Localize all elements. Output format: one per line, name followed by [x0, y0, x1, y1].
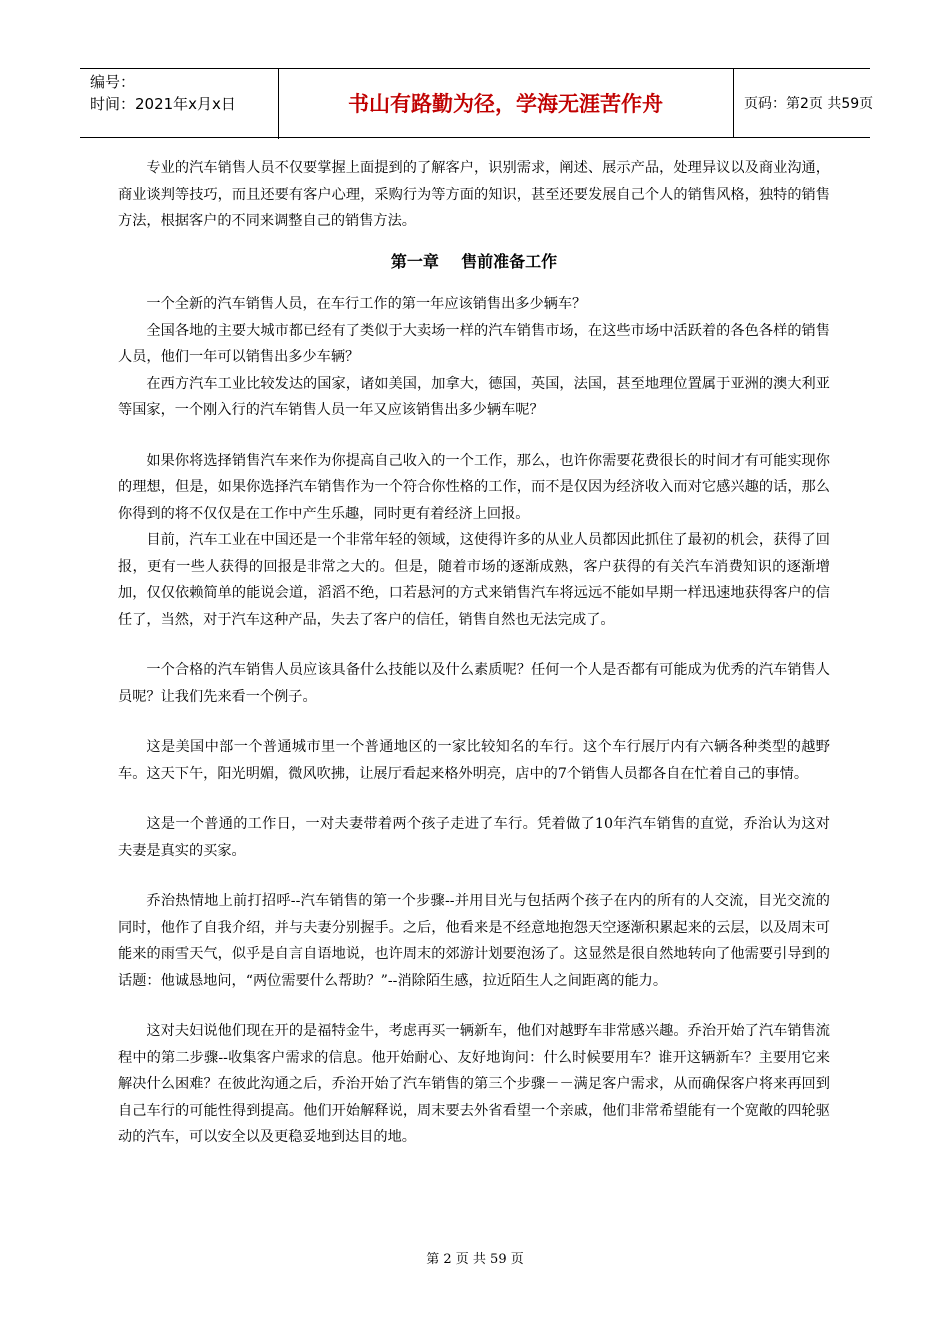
document-number-label: 编号： — [90, 73, 136, 91]
paragraph: 目前，汽车工业在中国还是一个非常年轻的领域，这使得许多的从业人员都因此抓住了最初的机会，获得了回报，更有一些人获得的回报是非常之大的。但是，随着市场的逐渐成熟，客户获得的有关汽车消费知识的逐渐增加，仅仅依赖简单的能说会道，滔滔不绝，口若悬河的方式来销售汽车将远远不能如早期一样迅速地获得客户的信任了，当然，对于汽车这种产品，失去了客户的信任，销售自然也无法完成了。 — [118, 532, 830, 628]
paragraph: 在西方汽车工业比较发达的国家，诸如美国，加拿大，德国，英国，法国，甚至地理位置属于亚洲的澳大利亚等国家，一个刚入行的汽车销售人员一年又应该销售出多少辆车呢？ — [118, 375, 830, 418]
document-time-label: 时间：2021年x月x日 — [90, 95, 236, 113]
paragraph: 这是美国中部一个普通城市里一个普通地区的一家比较知名的车行。这个车行展厅内有六辆各种类型的越野车。这天下午，阳光明媚，微风吹拂，让展厅看起来格外明亮，店中的7个销售人员都各自在忙着自己的事情。 — [118, 739, 830, 782]
paragraph: 全国各地的主要大城市都已经有了类似于大卖场一样的汽车销售市场，在这些市场中活跃着的各色各样的销售人员，他们一年可以销售出多少车辆？ — [118, 322, 830, 365]
header-meta — [80, 69, 279, 139]
chapter-title: 第一章 售前准备工作 — [390, 251, 558, 271]
document-body — [118, 155, 830, 1151]
intro-paragraph: 专业的汽车销售人员不仅要掌握上面提到的了解客户，识别需求，阐述、展示产品，处理异议以及商业沟通，商业谈判等技巧，而且还要有客户心理，采购行为等方面的知识，甚至还要发展自己个人的销售风格，独特的销售方法，根据客户的不同来调整自己的销售方法。 — [118, 160, 830, 229]
header-motto: 书山有路勤为径，学海无涯苦作舟 — [278, 69, 734, 137]
page-header — [80, 68, 874, 138]
paragraph: 这是一个普通的工作日，一对夫妻带着两个孩子走进了车行。凭着做了10年汽车销售的直觉，乔治认为这对夫妻是真实的买家。 — [118, 816, 830, 859]
paragraph: 如果你将选择销售汽车来作为你提高自己收入的一个工作，那么，也许你需要花费很长的时间才有可能实现你的理想，但是，如果你选择汽车销售作为一个符合你性格的工作，而不是仅因为经济收入而对它感兴趣的话，那么你得到的将不仅仅是在工作中产生乐趣，同时更有着经济上回报。 — [118, 452, 830, 522]
paragraph: 一个合格的汽车销售人员应该具备什么技能以及什么素质呢？任何一个人是否都有可能成为优秀的汽车销售人员呢？让我们先来看一个例子。 — [118, 662, 830, 705]
paragraph: 一个全新的汽车销售人员，在车行工作的第一年应该销售出多少辆车？ — [146, 296, 587, 312]
paragraph: 乔治热情地上前打招呼--汽车销售的第一个步骤--并用目光与包括两个孩子在内的所有的人交流，目光交流的同时，他作了自我介绍，并与夫妻分别握手。之后，他看来是不经意地抱怨天空逐渐积累起来的云层，以及周末可能来的雨雪天气，似乎是自言自语地说，也许周末的郊游计划要泡汤了。这显然是很自然地转向了他需要引导到的话题：他诚恳地问，“两位需要什么帮助？”--消除陌生感，拉近陌生人之间距离的能力。 — [118, 893, 830, 989]
header-page-info: 页码：第2页 共59页 — [744, 96, 874, 112]
page-footer: 第 2 页 共 59 页 — [426, 1252, 524, 1267]
paragraph: 这对夫妇说他们现在开的是福特金牛，考虑再买一辆新车，他们对越野车非常感兴趣。乔治开始了汽车销售流程中的第二步骤--收集客户需求的信息。他开始耐心、友好地询问：什么时候要用车？谁开这辆新车？主要用它来解决什么困难？在彼此沟通之后，乔治开始了汽车销售的第三个步骤－－满足客户需求，从而确保客户将来再回到自己车行的可能性得到提高。他们开始解释说，周末要去外省看望一个亲戚，他们非常希望能有一个宽敞的四轮驱动的汽车，可以安全以及更稳妥地到达目的地。 — [118, 1023, 830, 1145]
